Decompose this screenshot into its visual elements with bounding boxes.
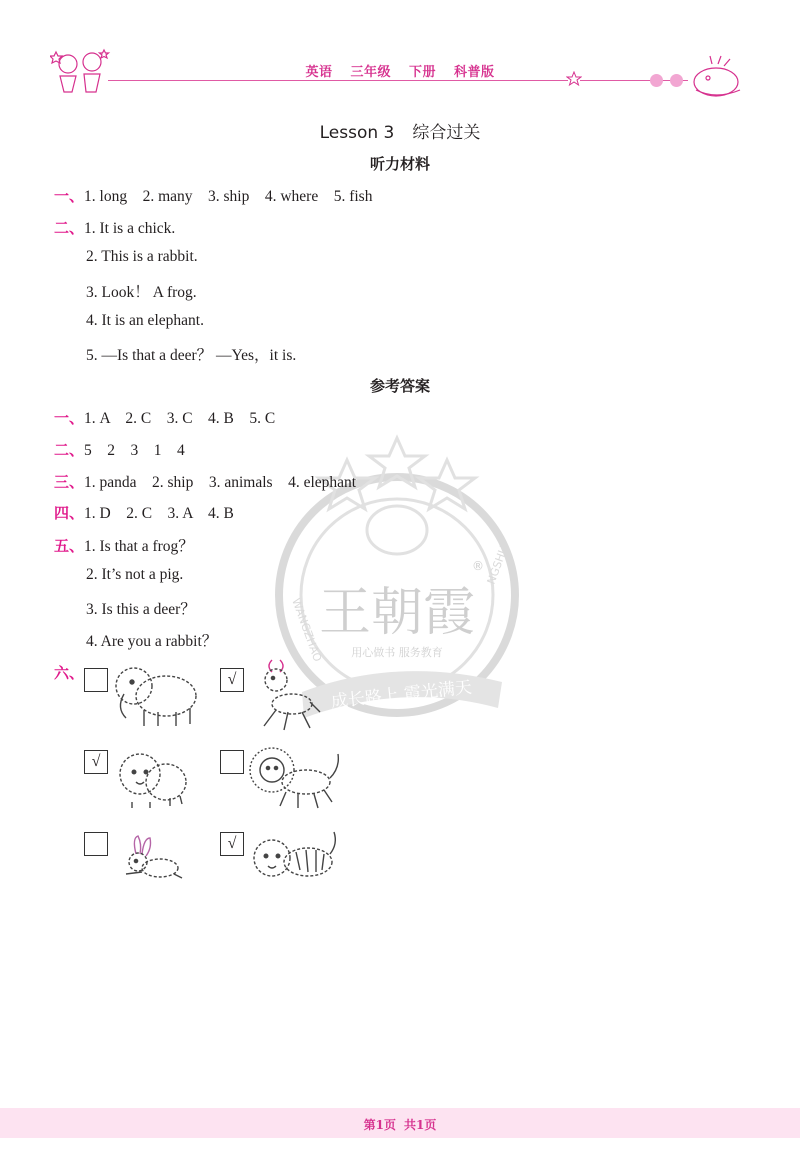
answers-part4 [54, 502, 234, 523]
answers-heading: 参考答案 [369, 377, 430, 395]
listening-part1 [54, 185, 372, 206]
page-title [0, 118, 800, 143]
list-item: 2. It’s not a pig. [86, 566, 184, 583]
page-number [0, 1116, 800, 1133]
header-divider [108, 80, 568, 81]
list-item: 1. It is a chick. [84, 220, 176, 237]
elephant-icon [110, 660, 202, 735]
answer-checkbox [84, 832, 108, 856]
answers-part6 [54, 662, 84, 683]
dot-icon [670, 74, 683, 87]
list-item: 5. —Is that a deer？ —Yes，it is. [86, 347, 297, 364]
answers-part3-text: 1. panda 2. ship 3. animals 4. elephant [84, 474, 357, 491]
watermark-motto: 成长路上 霞光满天 [330, 677, 473, 713]
section-number: 六、 [54, 664, 85, 682]
lesson-name: 综合过关 [412, 123, 481, 143]
section-number: 一、 [54, 409, 85, 427]
listening-part1-text: 1. long 2. many 3. ship 4. where 5. fish [84, 188, 373, 205]
page-total: 共1页 [404, 1118, 437, 1132]
section-number: 二、 [54, 441, 85, 459]
section-number: 五、 [54, 537, 85, 555]
answers-part2-text: 5 2 3 1 4 [84, 442, 185, 459]
list-item: 4. Are you a rabbit？ [86, 633, 218, 650]
answer-checkbox: √ [84, 750, 108, 774]
answers-part4-text: 1. D 2. C 3. A 4. B [84, 505, 234, 522]
section-number: 二、 [54, 219, 85, 237]
section-number: 一、 [54, 187, 85, 205]
list-item: 4. It is an elephant. [86, 312, 204, 329]
list-item: 3. Look！ A frog. [86, 284, 197, 301]
section-number: 四、 [54, 504, 85, 522]
watermark-arc-left: WANGZHAO [289, 596, 325, 664]
listening-part2 [54, 217, 175, 238]
header-bird-illustration [688, 54, 746, 105]
header-volume: 下册 [409, 65, 437, 80]
rabbit-icon [118, 834, 184, 889]
answers-part3 [54, 471, 356, 492]
answers-part5 [54, 534, 194, 556]
list-item: 3. Is this a deer？ [86, 601, 196, 618]
listening-heading: 听力材料 [369, 155, 430, 173]
lesson-label: Lesson 3 [319, 123, 395, 143]
tiger-icon [250, 828, 340, 889]
answers-part1 [54, 407, 275, 428]
deer-icon [250, 656, 326, 741]
header-edition: 科普版 [454, 65, 495, 80]
section-number: 三、 [54, 473, 85, 491]
star-icon [566, 71, 582, 92]
answer-checkbox: √ [220, 668, 244, 692]
answer-checkbox: √ [220, 832, 244, 856]
watermark-registered: ® [472, 559, 484, 573]
watermark-brand: 王朝霞 [318, 583, 476, 643]
answer-checkbox [84, 668, 108, 692]
dot-icon [650, 74, 663, 87]
list-item: 2. This is a rabbit. [86, 248, 198, 265]
header-subject: 英语 [305, 65, 333, 80]
answers-part1-text: 1. A 2. C 3. C 4. B 5. C [84, 410, 276, 427]
header-grade: 三年级 [350, 65, 391, 80]
watermark-slogan: 用心做书 服务教育 [351, 646, 443, 659]
answer-checkbox [220, 750, 244, 774]
lion-icon [248, 744, 344, 815]
bear-icon [114, 748, 190, 813]
answers-part2 [54, 439, 185, 460]
watermark-arc-right: NGSHU [484, 543, 511, 587]
page-current: 第1页 [363, 1118, 396, 1132]
list-item: 1. Is that a frog？ [84, 538, 194, 555]
